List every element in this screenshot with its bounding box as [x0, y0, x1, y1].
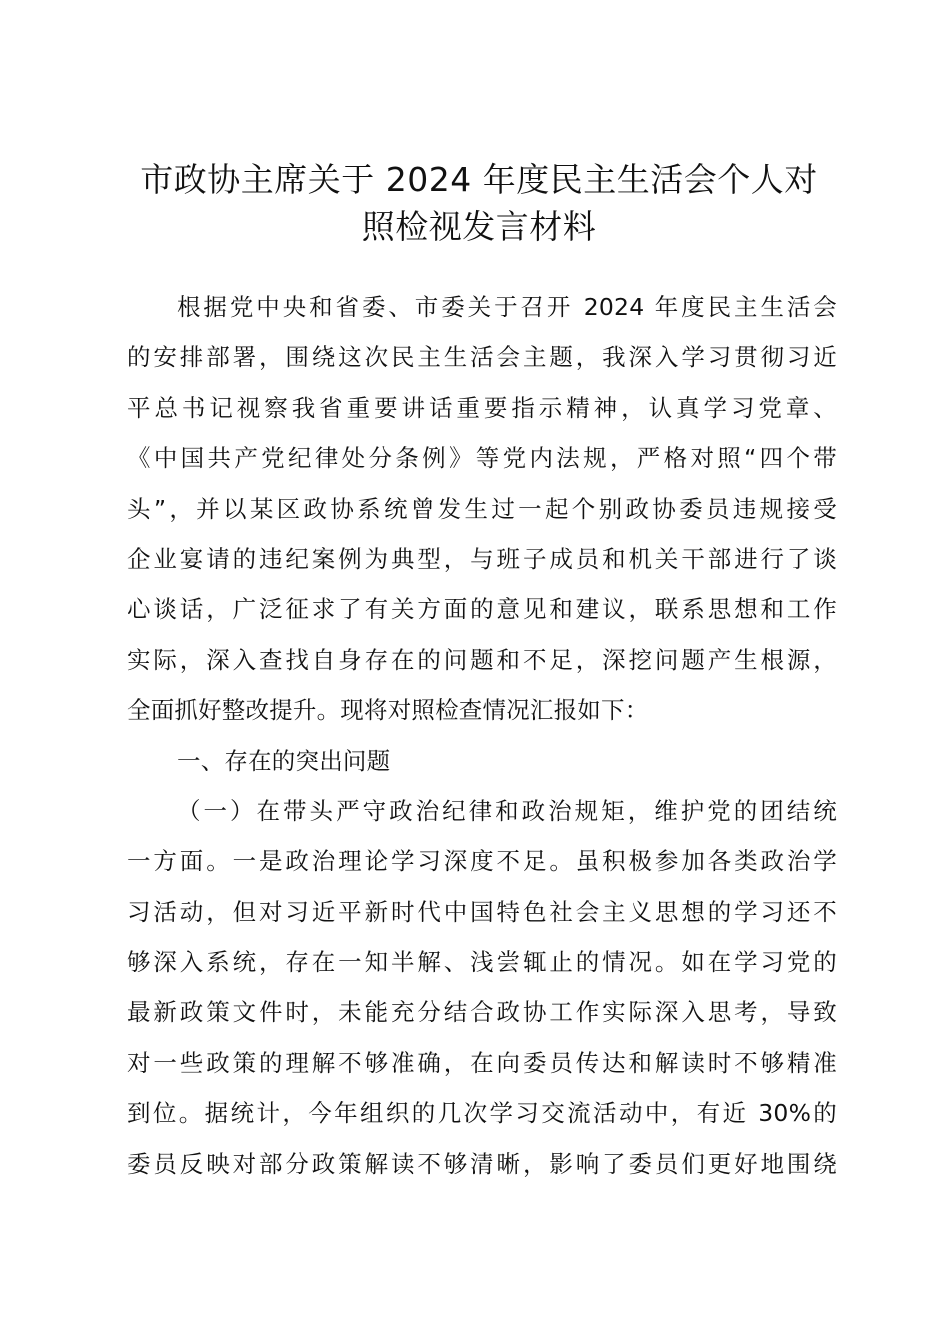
- body-line: 的安排部署，围绕这次民主生活会主题，我深入学习贯彻习近: [127, 343, 837, 372]
- body-line: 委员反映对部分政策解读不够清晰，影响了委员们更好地围绕: [127, 1149, 837, 1178]
- section-heading: 一、存在的突出问题: [177, 746, 391, 775]
- body-line: 够深入系统，存在一知半解、浅尝辄止的情况。如在学习党的: [127, 948, 837, 977]
- body-line: 实际，深入查找自身存在的问题和不足，深挖问题产生根源，: [127, 645, 837, 674]
- body-line: 对一些政策的理解不够准确，在向委员传达和解读时不够精准: [127, 1048, 837, 1077]
- body-line: 根据党中央和省委、市委关于召开 2024 年度民主生活会: [177, 293, 837, 321]
- body-line: （一）在带头严守政治纪律和政治规矩，维护党的团结统: [177, 796, 837, 825]
- body-line: 《中国共产党纪律处分条例》等党内法规，严格对照“四个带: [127, 444, 837, 473]
- body-line: 全面抓好整改提升。现将对照检查情况汇报如下：: [127, 696, 649, 725]
- document-body: [127, 282, 837, 1189]
- document-title: [120, 156, 838, 250]
- body-line: 头”，并以某区政协系统曾发生过一起个别政协委员违规接受: [127, 494, 837, 523]
- body-line: 到位。据统计，今年组织的几次学习交流活动中，有近 30%的: [127, 1099, 837, 1128]
- body-line: 一方面。一是政治理论学习深度不足。虽积极参加各类政治学: [127, 847, 837, 876]
- body-line: 习活动，但对习近平新时代中国特色社会主义思想的学习还不: [127, 897, 837, 926]
- title-line-2: 照检视发言材料: [361, 207, 597, 246]
- body-line: 平总书记视察我省重要讲话重要指示精神，认真学习党章、: [127, 393, 837, 422]
- body-line: 心谈话，广泛征求了有关方面的意见和建议，联系思想和工作: [127, 595, 837, 624]
- title-line-1: 市政协主席关于 2024 年度民主生活会个人对: [140, 160, 818, 199]
- body-line: 企业宴请的违纪案例为典型，与班子成员和机关干部进行了谈: [127, 544, 837, 573]
- body-line: 最新政策文件时，未能充分结合政协工作实际深入思考，导致: [127, 998, 837, 1027]
